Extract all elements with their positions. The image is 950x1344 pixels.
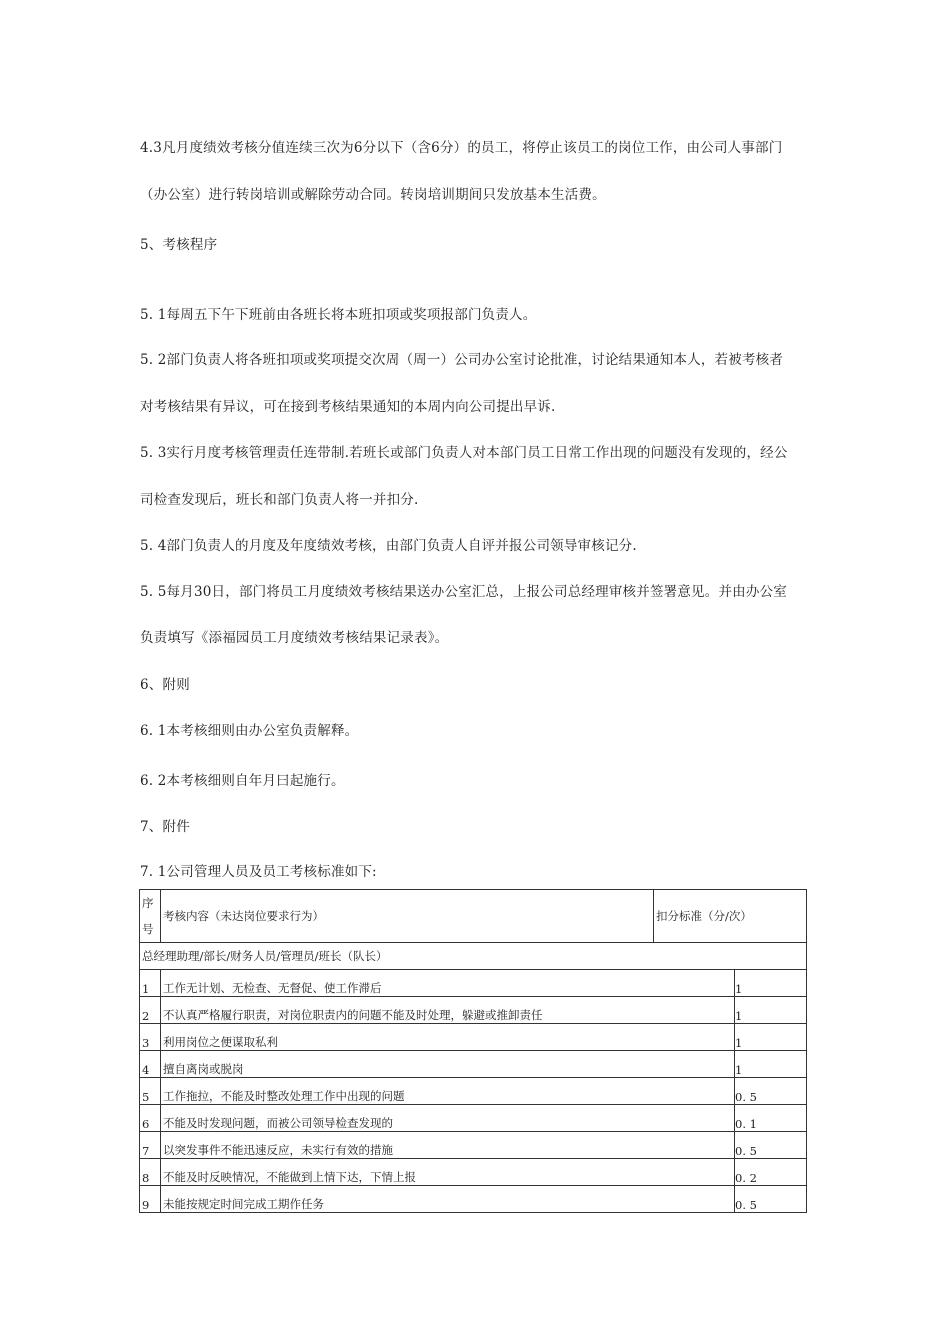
row-score: 1: [735, 1024, 807, 1051]
table-row: [140, 1024, 807, 1051]
row-content: 利用岗位之便谋取私利: [161, 1024, 735, 1051]
paragraph-5-3-line2: 司检查发现后，班长和部门负责人将一并扣分.: [140, 492, 419, 508]
table-header-row: [140, 890, 807, 943]
paragraph-5-2-line2: 对考核结果有异议，可在接到考核结果通知的本周内向公司提出早诉.: [140, 399, 556, 415]
assessment-standard-table: [139, 889, 807, 1213]
paragraph-5-1: 5. 1每周五下午下班前由各班长将本班扣项或奖项报部门负责人。: [140, 307, 537, 323]
table-row: [140, 970, 807, 997]
header-standard: 扣分标准（分/次）: [654, 890, 807, 943]
row-score: 1: [735, 1051, 807, 1078]
row-no: 2: [140, 997, 161, 1024]
section-heading-5: 5、考核程序: [140, 237, 218, 253]
paragraph-6-2: 6. 2本考核细则自年月曰起施行。: [140, 773, 345, 789]
row-score: 0. 2: [735, 1159, 807, 1186]
section-heading-6: 6、附则: [140, 677, 190, 693]
row-no: 8: [140, 1159, 161, 1186]
row-no: 7: [140, 1132, 161, 1159]
row-score: 0. 5: [735, 1132, 807, 1159]
paragraph-4-3-line1: 4.3凡月度绩效考核分值连续三次为6分以下（含6分）的员工，将停止该员工的岗位工作，由公司人事部门: [140, 140, 783, 156]
table-row: [140, 1105, 807, 1132]
row-content: 擅自离岗或脱岗: [161, 1051, 735, 1078]
group-title: 总经理助理/部长/财务人员/管理员/班长（队长）: [140, 943, 807, 970]
row-content: 工作无计划、无检查、无督促、使工作滞后: [161, 970, 735, 997]
row-no: 3: [140, 1024, 161, 1051]
row-score: 0. 1: [735, 1105, 807, 1132]
row-content: 工作拖拉，不能及时整改处理工作中出现的问题: [161, 1078, 735, 1105]
table-row: [140, 1159, 807, 1186]
header-content: 考核内容（未达岗位要求行为）: [161, 890, 654, 943]
row-content: 未能按规定时间完成工期作任务: [161, 1186, 735, 1213]
section-heading-7: 7、附件: [140, 819, 190, 835]
row-score: 1: [735, 970, 807, 997]
row-no: 4: [140, 1051, 161, 1078]
row-score: 0. 5: [735, 1078, 807, 1105]
paragraph-6-1: 6. 1本考核细则由办公室负责解释。: [140, 723, 359, 739]
table-row: [140, 1078, 807, 1105]
table-row: [140, 1186, 807, 1213]
row-content: 不能及时发现问题，而被公司领导检查发现的: [161, 1105, 735, 1132]
row-content: 不认真严格履行职责，对岗位职责内的问题不能及时处理，躲避或推卸责任: [161, 997, 735, 1024]
table-group-row: [140, 943, 807, 970]
row-content: 不能及时反映情况，不能做到上情下达，下情上报: [161, 1159, 735, 1186]
paragraph-5-5-line1: 5. 5每月30日，部门将员工月度绩效考核结果送办公室汇总，上报公司总经理审核并签署意见。并由办公室: [140, 584, 787, 600]
paragraph-5-3-line1: 5. 3实行月度考核管理责任连带制.若班长或部门负责人对本部门员工日常工作出现的问题没有发现的，经公: [140, 445, 788, 461]
header-seq: 序号: [140, 890, 161, 943]
row-no: 1: [140, 970, 161, 997]
paragraph-5-2-line1: 5. 2部门负责人将各班扣项或奖项提交次周（周一）公司办公室讨论批准，讨论结果通知本人，若被考核者: [140, 352, 784, 368]
row-score: 1: [735, 997, 807, 1024]
paragraph-7-1: 7. 1公司管理人员及员工考核标准如下:: [140, 864, 377, 880]
table-row: [140, 1132, 807, 1159]
row-content: 以突发事件不能迅速反应，未实行有效的措施: [161, 1132, 735, 1159]
paragraph-5-5-line2: 负责填写《添福园员工月度绩效考核结果记录表》。: [140, 630, 449, 646]
row-no: 5: [140, 1078, 161, 1105]
row-no: 6: [140, 1105, 161, 1132]
row-no: 9: [140, 1186, 161, 1213]
table-row: [140, 997, 807, 1024]
paragraph-5-4: 5. 4部门负责人的月度及年度绩效考核，由部门负责人自评并报公司领导审核记分.: [140, 538, 637, 554]
paragraph-4-3-line2: （办公室）进行转岗培训或解除劳动合同。转岗培训期间只发放基本生活费。: [140, 187, 606, 203]
table-row: [140, 1051, 807, 1078]
row-score: 0. 5: [735, 1186, 807, 1213]
